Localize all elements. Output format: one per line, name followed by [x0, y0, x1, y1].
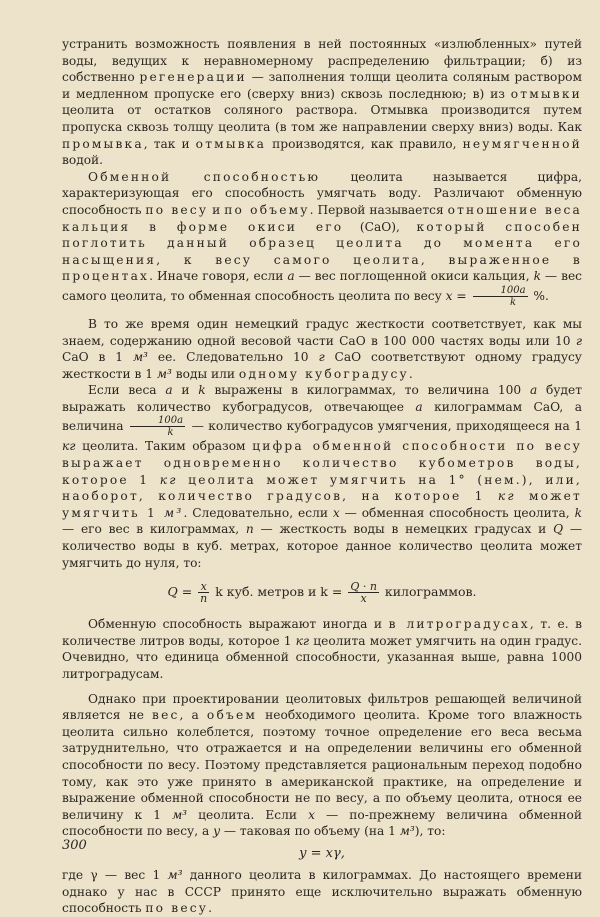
- paragraph-4: Если веса a и k выражены в килограммах, то величина 100 a будет выражать количество кубоградусов, отвечающее a килограммам CaO, а величина $\frac{100a}{k}$ — количество кубоградусов умягчения, приходящееся на 1 кг цеолита. Таким образом цифра обменной способности по весу выражает одновременно количество кубометров воды, которое 1 кг цеолита может умягчить на 1° (нем.), или, наоборот, количество градусов, на которое 1 кг может умягчить 1 м³. Следовательно, если x — обменная способность цеолита, k — его вес в килограммах, n — жесткость воды в немецких градусах и Q — количество воды в куб. метрах, которое данное количество цеолита может умягчить до нуля, то:: [62, 383, 583, 570]
- fraction-denominator: n: [200, 592, 208, 606]
- page-number: 300: [62, 838, 87, 853]
- fraction-denominator: x: [360, 592, 367, 606]
- paragraph-5: Обменную способность выражают иногда и в литроградусах, т. е. в количестве литров воды, которое 1 кг цеолита может умягчить на один градус. Очевидно, что единица обменной способности, указанная выше, равна 1000 литроградусам.: [62, 617, 583, 681]
- fraction-x-n: [198, 581, 209, 604]
- paragraph-1: устранить возможность появления в ней постоянных «излюбленных» путей воды, ведущих к неравномерному распределению фильтрации; б) из собственно регенерации — заполнения толщи цеолита соляным раствором и медленном пропуске его (сверху вниз) сквозь последнюю; в) из отмывки цеолита от остатков соляного раствора. Отмывка производится путем пропуска сквозь толщу цеолита (в том же направлении сверху вниз) воды. Как промывка, так и отмывка производятся, как правило, неумягченной водой.: [62, 37, 582, 168]
- formula-q-lhs: Q =: [167, 584, 197, 600]
- paragraph-3: В то же время один немецкий градус жесткости соответствует, как мы знаем, содержанию одной весовой части CaO в 100 000 частях воды или 10 г CaO в 1 м³ ее. Следовательно 10 г CaO соответствуют одному градусу жесткости в 1 м³ воды или одному кубоградусу.: [62, 316, 582, 381]
- fraction-numerator: x: [198, 581, 209, 593]
- paragraph-6: Однако при проектировании цеолитовых фильтров решающей величиной является не вес, а объем необходимого цеолита. Кроме того влажность цеолита сильно колеблется, поэтому точное определение его веса весьма затруднительно, что отражается и на определении величины его обменной способности по весу. Поэтому представляется рациональным переход подобно тому, как это уже принято в американской практике, на определение и выражение обменной способности не по весу, а по объему цеолита, относя ее величину к 1 м³ цеолита. Если x — по-прежнему величина обменной способности по весу, а y — таковая по объему (на 1 м³), то:: [62, 691, 582, 839]
- percent-sign: %.: [529, 288, 549, 303]
- fraction-100a-k: [473, 285, 528, 308]
- formula-y-text: y = xγ,: [299, 845, 345, 861]
- fraction-denominator: k: [167, 427, 174, 439]
- paragraph-7: где γ — вес 1 м³ данного цеолита в килограммах. До настоящего времени однако у нас в СССР принято еще исключительно выражать обменную способность по весу.: [62, 867, 582, 916]
- fraction-qn-x: [348, 581, 379, 604]
- formula-y: [62, 846, 582, 861]
- formula-mid: k куб. метров и k =: [211, 584, 347, 600]
- fraction-100a-k-2: [130, 415, 185, 438]
- var-k: k: [533, 269, 541, 284]
- p2-mid: — вес поглощенной окиси кальция,: [294, 269, 534, 284]
- fraction-numerator: Q · n: [350, 580, 377, 594]
- formula-lhs: x =: [445, 288, 471, 303]
- fraction-numerator: 100a: [473, 285, 528, 297]
- formula-q-k: [62, 581, 582, 604]
- fraction-numerator: 100a: [130, 415, 185, 427]
- paragraph-2: Обменной способностью цеолита называется цифра, характеризующая его способность умягчать воду. Различают обменную способность по весу и по объему. Первой называется отношение веса кальция в форме окиси его (CaO), который способен поглотить данный образец цеолита до момента его насыщения, к весу самого цеолита, выраженное в процентах. Иначе говоря, если a — вес поглощенной окиси кальция, k — вес самого цеолита, то обменная способность цеолита по весу x = $\frac{100a}{k}$ %.: [62, 169, 582, 308]
- fraction-denominator: k: [510, 296, 517, 308]
- formula-end: килограммов.: [380, 584, 477, 600]
- var-a: a: [287, 269, 295, 284]
- p2-end: — вес самого цеолита, то обменная способность цеолита по весу: [62, 269, 582, 303]
